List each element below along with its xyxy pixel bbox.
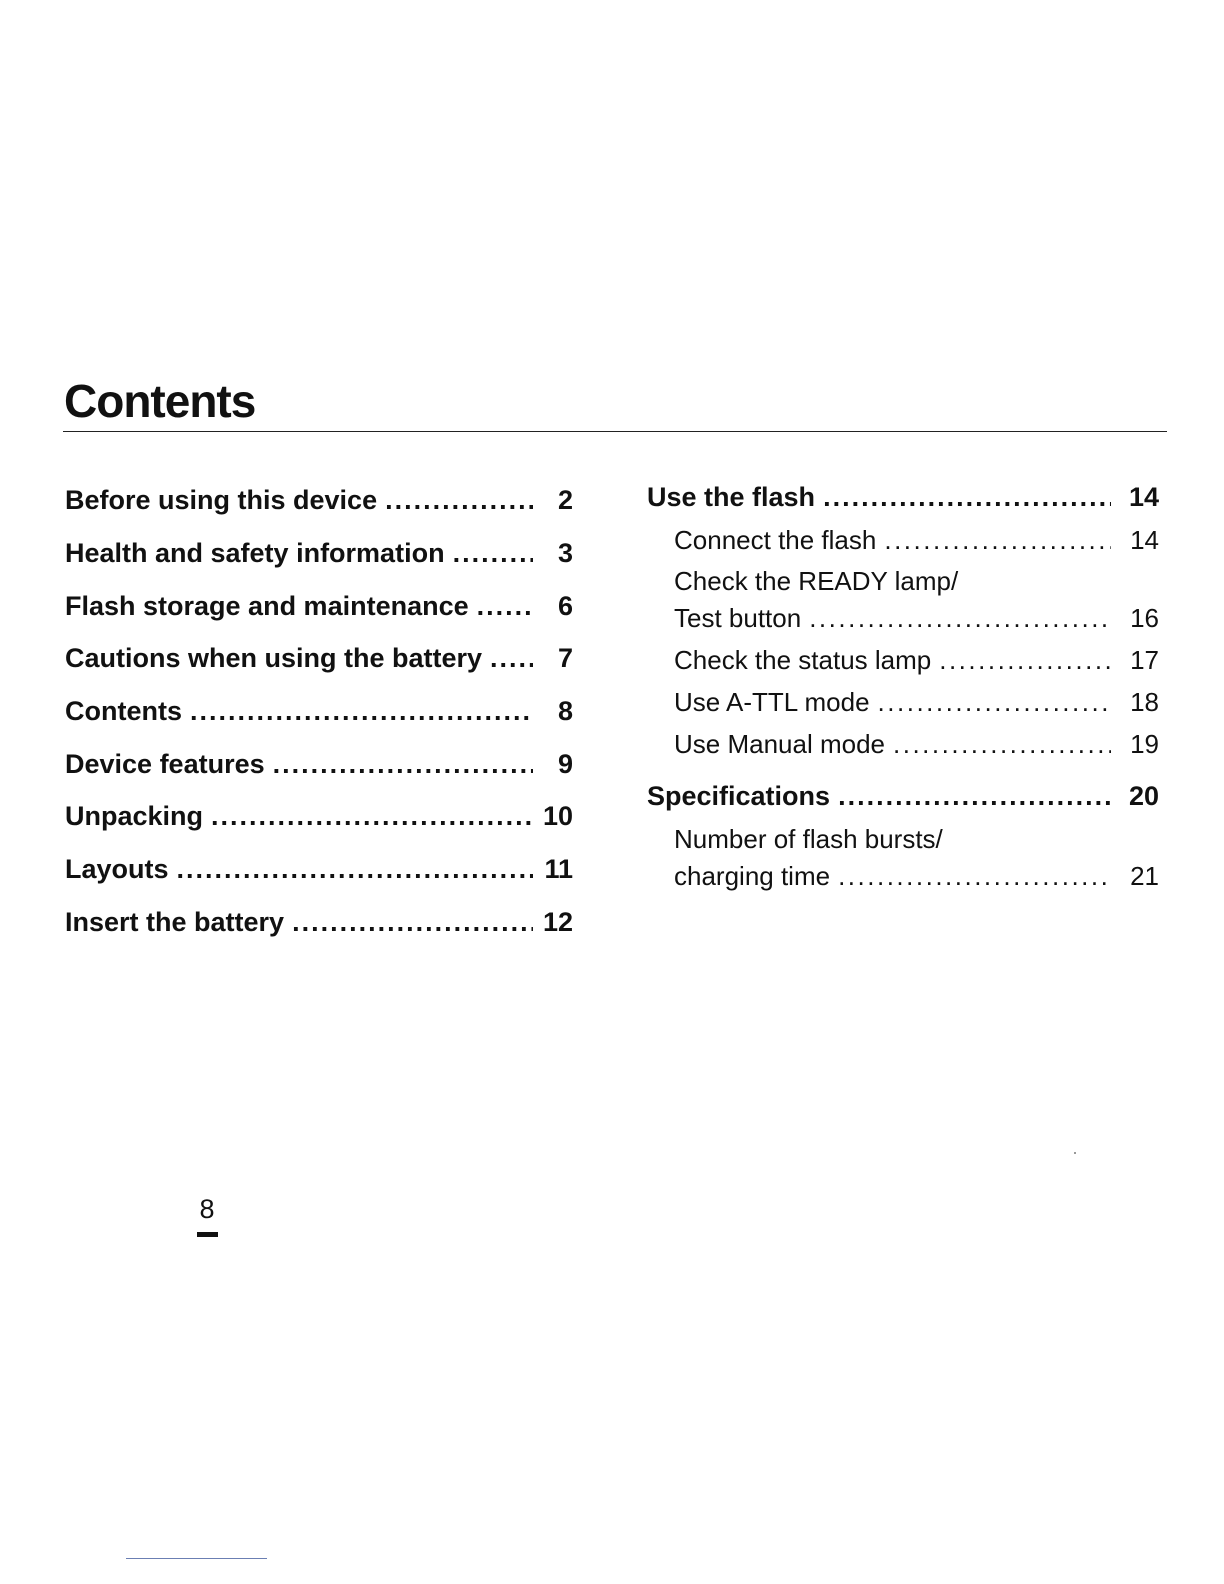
toc-entry-page: 7: [557, 643, 573, 673]
dot-leader: [190, 696, 533, 727]
toc-entry-page: 19: [1130, 729, 1159, 759]
toc-entry-unpacking[interactable]: [65, 801, 573, 832]
page-title: Contents: [64, 375, 256, 427]
toc-entry-page: 20: [1128, 781, 1159, 811]
dot-leader: [292, 907, 533, 938]
dot-leader: [884, 525, 1111, 556]
toc-entry-manual-mode[interactable]: [674, 729, 1159, 760]
toc-entry-specifications[interactable]: [647, 781, 1159, 812]
dot-leader: [893, 729, 1111, 760]
toc-entry-label: Cautions when using the battery: [65, 643, 483, 673]
toc-entry-page: 8: [557, 696, 573, 726]
toc-entry-check-status[interactable]: [674, 645, 1159, 676]
toc-entry-label: Use Manual mode: [674, 729, 885, 759]
toc-entry-insert-battery[interactable]: [65, 907, 573, 938]
toc-entry-label: Connect the flash: [674, 525, 877, 555]
toc-entry-health-safety[interactable]: [65, 538, 573, 569]
dot-leader: [177, 854, 533, 885]
toc-entry-flash-bursts-line1: Number of flash bursts/: [674, 824, 943, 854]
toc-entry-page: 12: [542, 907, 573, 937]
toc-entry-label: Use the flash: [647, 482, 816, 512]
dot-leader: [838, 861, 1111, 892]
toc-entry-page: 17: [1130, 645, 1159, 675]
dot-leader: [385, 485, 533, 516]
dot-leader: [878, 687, 1111, 718]
toc-entry-page: 14: [1128, 482, 1159, 512]
toc-entry-page: 21: [1130, 861, 1159, 891]
dot-leader: [477, 591, 533, 622]
dot-leader: [453, 538, 533, 569]
dot-leader: [273, 749, 533, 780]
toc-entry-label: Before using this device: [65, 485, 378, 515]
toc-entry-flash-bursts[interactable]: [674, 861, 1159, 892]
toc-entry-label: charging time: [674, 861, 831, 891]
scan-speck: [1074, 1152, 1076, 1154]
toc-entry-label: Health and safety information: [65, 538, 445, 568]
toc-entry-label: Specifications: [647, 781, 831, 811]
toc-entry-label: Check the status lamp: [674, 645, 932, 675]
toc-entry-label: Test button: [674, 603, 802, 633]
dot-leader: [211, 801, 533, 832]
toc-entry-before-using[interactable]: [65, 485, 573, 516]
footer-line: [126, 1558, 267, 1559]
toc-entry-layouts[interactable]: [65, 854, 573, 885]
toc-entry-contents[interactable]: [65, 696, 573, 727]
title-divider: [63, 431, 1167, 432]
toc-entry-connect-flash[interactable]: [674, 525, 1159, 556]
page-number-underline: [197, 1232, 218, 1237]
toc-entry-page: 11: [544, 854, 573, 884]
toc-entry-page: 9: [557, 749, 573, 779]
dot-leader: [490, 643, 533, 674]
toc-entry-page: 2: [557, 485, 573, 515]
toc-entry-check-ready[interactable]: [674, 603, 1159, 634]
toc-entry-page: 14: [1130, 525, 1159, 555]
toc-entry-battery-cautions[interactable]: [65, 643, 573, 674]
toc-entry-label: Flash storage and maintenance: [65, 591, 469, 621]
toc-entry-page: 16: [1130, 603, 1159, 633]
toc-entry-page: 3: [557, 538, 573, 568]
dot-leader: [939, 645, 1111, 676]
toc-entry-label: Unpacking: [65, 801, 204, 831]
toc-entry-device-features[interactable]: [65, 749, 573, 780]
toc-entry-label: Contents: [65, 696, 182, 726]
toc-entry-use-flash[interactable]: [647, 482, 1159, 513]
toc-entry-page: 10: [542, 801, 573, 831]
toc-entry-label: Insert the battery: [65, 907, 285, 937]
toc-entry-check-ready-line1: Check the READY lamp/: [674, 566, 959, 596]
toc-entry-label: Layouts: [65, 854, 169, 884]
toc-entry-attl-mode[interactable]: [674, 687, 1159, 718]
page-number: 8: [199, 1194, 215, 1224]
dot-leader: [809, 603, 1111, 634]
toc-entry-label: Use A-TTL mode: [674, 687, 870, 717]
dot-leader: [823, 482, 1111, 513]
dot-leader: [838, 781, 1111, 812]
toc-entry-page: 6: [557, 591, 573, 621]
toc-entry-page: 18: [1130, 687, 1159, 717]
toc-entry-label: Device features: [65, 749, 265, 779]
toc-entry-flash-storage[interactable]: [65, 591, 573, 622]
